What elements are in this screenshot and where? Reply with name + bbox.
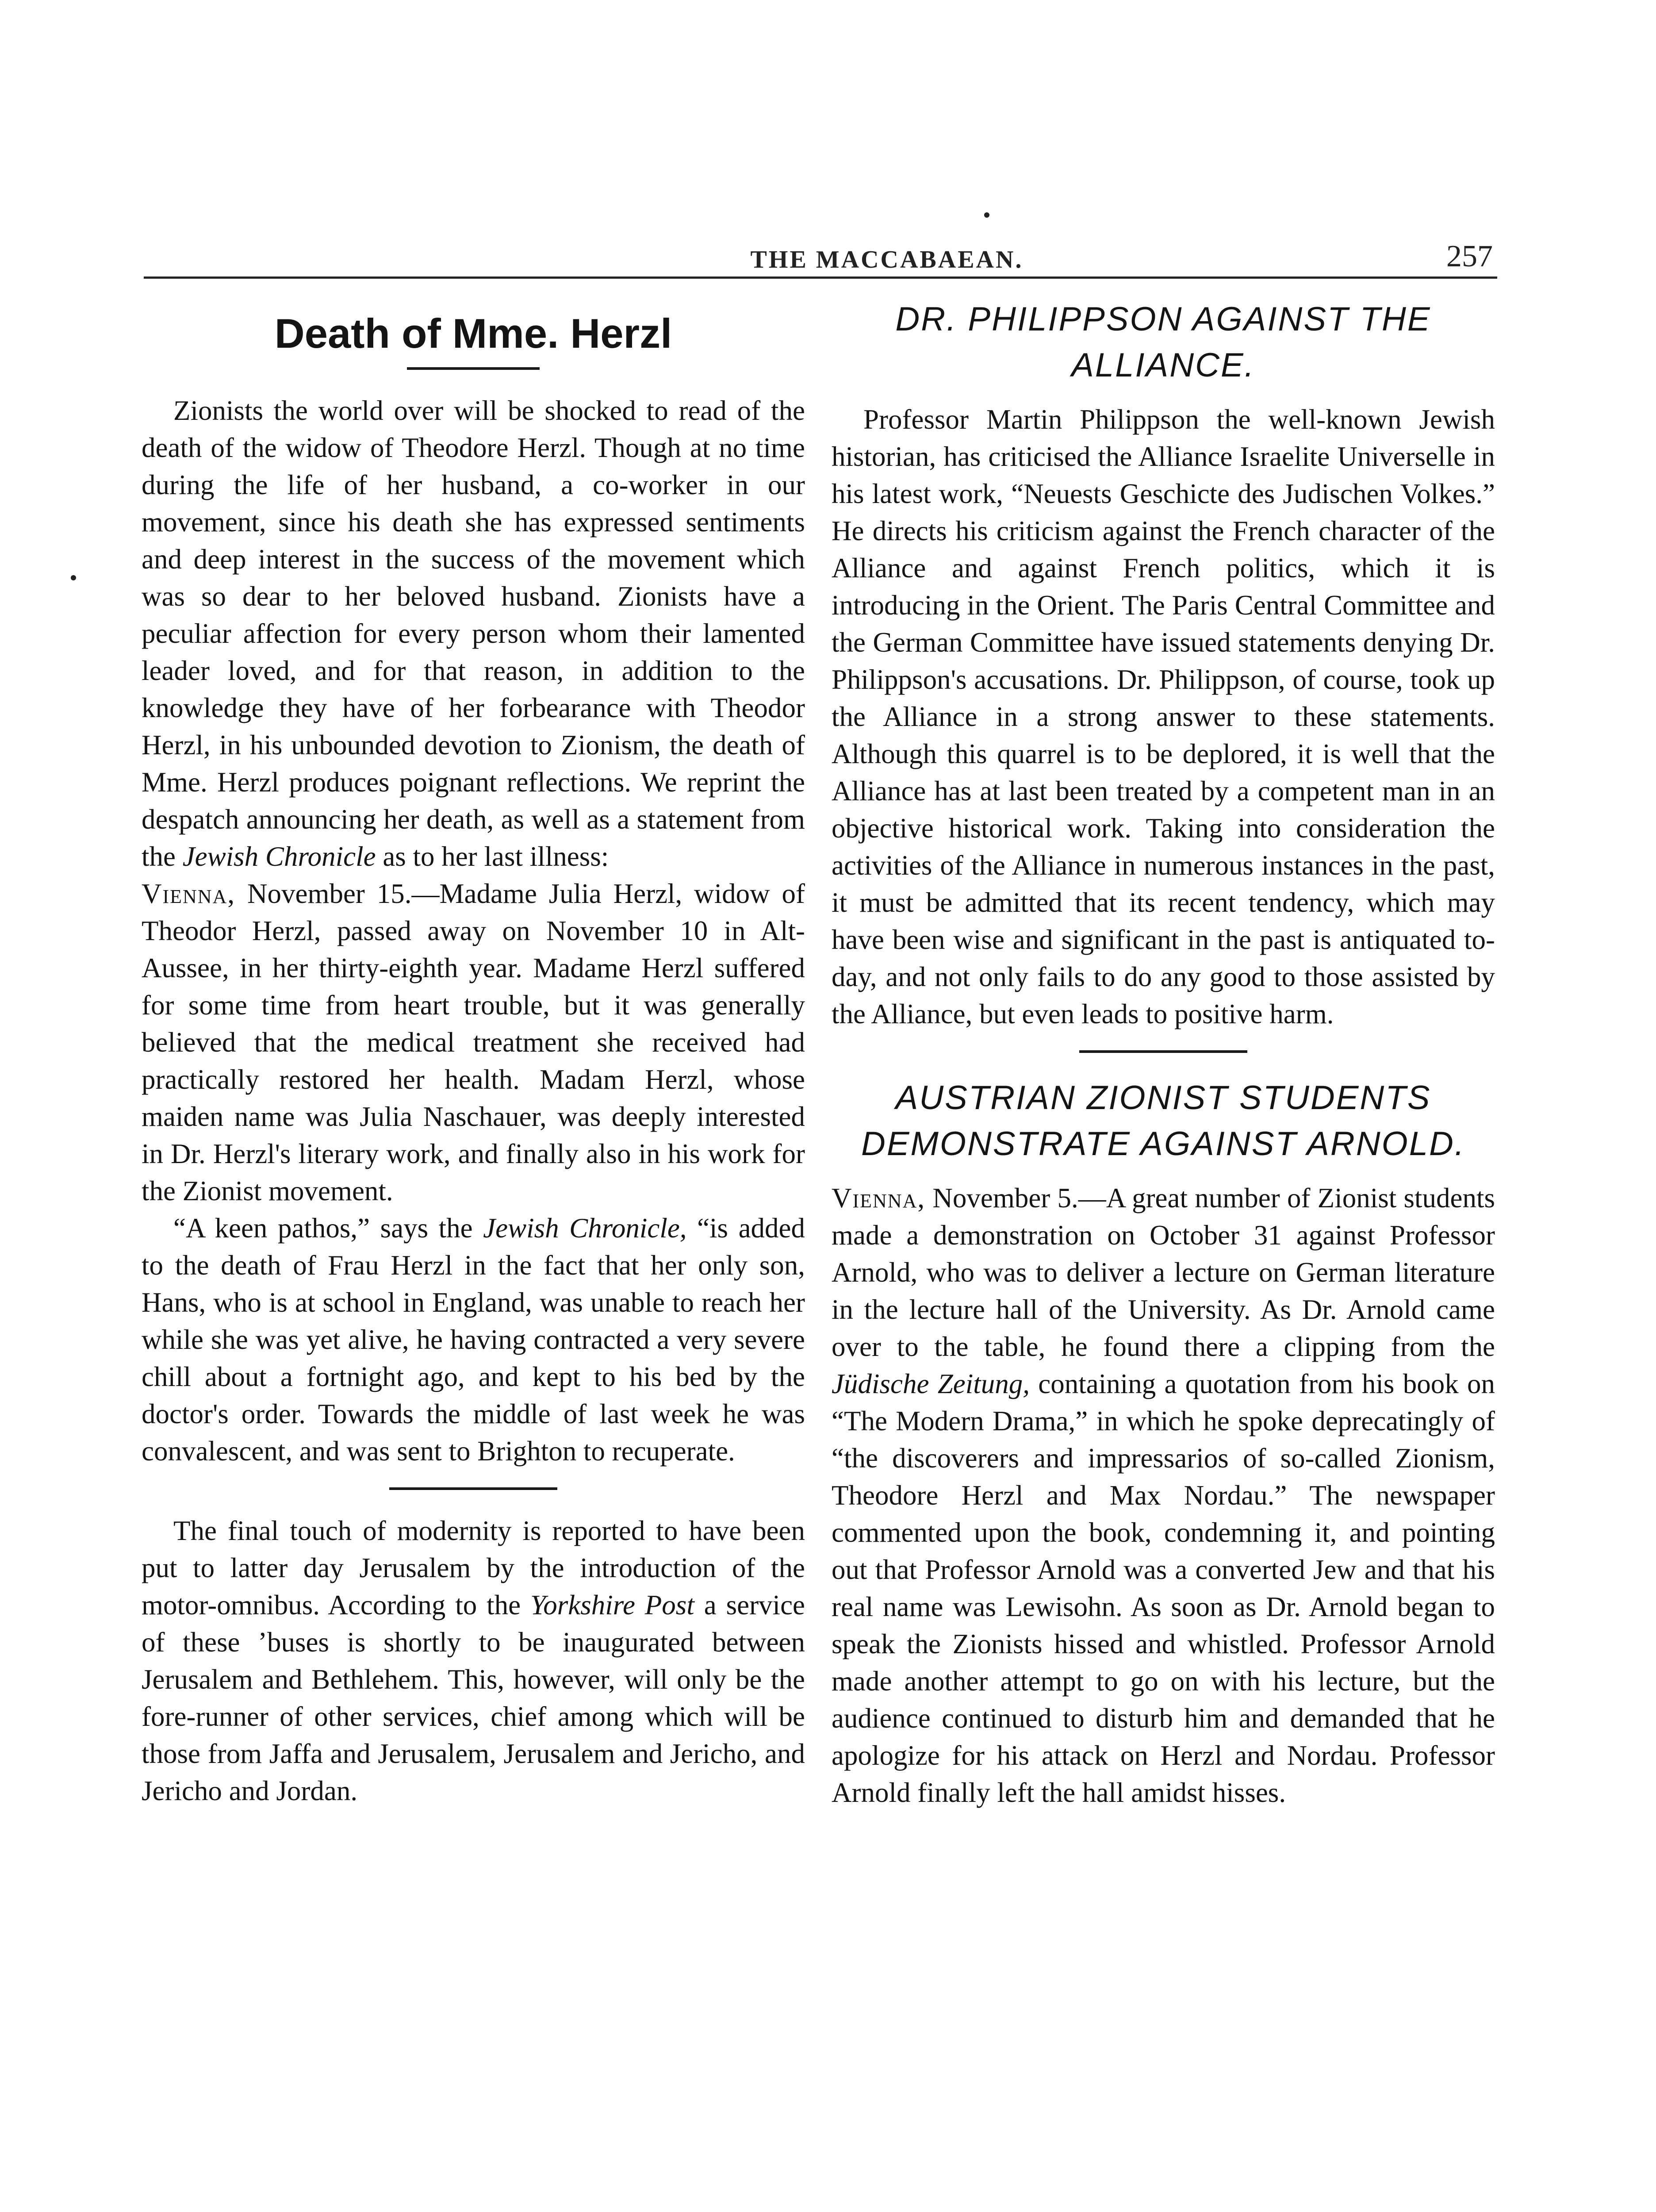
- title-rule: [407, 367, 540, 370]
- paragraph: “A keen pathos,” says the Jewish Chronicle, “is added to the death of Frau Herzl in the fact that her only son, Hans, who is at school in England, was unable to reach her while she was yet alive, he having contracted a very severe chill about a fortnight ago, and kept to his bed by the doctor's order. Towards the middle of last week he was convalescent, and was sent to Brighton to recuperate.: [142, 1213, 805, 1467]
- publication-name: Yorkshire Post: [530, 1590, 694, 1621]
- stray-dot: [984, 212, 989, 218]
- paragraph: The final touch of modernity is reported to have been put to latter day Jerusalem by the introduction of the motor-omnibus. According to the Yorkshire Post a service of these ’buses is shortly to be inaugurated between Jerusalem and Bethlehem. This, however, will only be the fore-runner of other services, chief among which will be those from Jaffa and Jerusalem, Jerusalem and Jericho, and Jericho and Jordan.: [142, 1515, 805, 1806]
- right-column: [832, 296, 1495, 1811]
- stray-dot: [71, 575, 76, 580]
- publication-name: Jüdische Zeitung,: [832, 1368, 1030, 1399]
- left-column: [142, 296, 805, 1809]
- paragraph: Vienna, November 5.—A great number of Zionist students made a demonstration on October 31 against Professor Arnold, who was to deliver a lecture on German literature in the lecture hall of the University. As Dr. Arnold came over to the table, he found there a clipping from the Jüdische Zeitung, containing a quotation from his book on “The Modern Drama,” in which he spoke deprecatingly of “the discoverers and impressarios of so-called Zionism, Theodore Herzl and Max Nordau.” The newspaper commented upon the book, condemning it, and pointing out that Professor Arnold was a converted Jew and that his real name was Lewisohn. As soon as Dr. Arnold began to speak the Zionists hissed and whistled. Professor Arnold made another attempt to go on with his lecture, but the audience continued to disturb him and demanded that he apologize for his attack on Herzl and Nordau. Professor Arnold finally left the hall amidst hisses.: [832, 1183, 1495, 1808]
- page-number: 257: [1446, 239, 1493, 273]
- paragraph: Vienna, November 15.—Madame Julia Herzl, widow of Theodor Herzl, passed away on November 10 in Alt-Aussee, in her thirty-eighth year. Madame Herzl suffered for some time from heart trouble, but it was generally believed that the medical treatment she received had practically restored her health. Madam Herzl, whose maiden name was Julia Naschauer, was deeply interested in Dr. Herzl's literary work, and finally also in his work for the Zionist movement.: [142, 878, 805, 1206]
- paragraph: Professor Martin Philippson the well-known Jewish historian, has criticised the Alliance Israelite Universelle in his latest work, “Neuests Geschicte des Judischen Volkes.” He directs his criticism against the French character of the Alliance and against French politics, which it is introducing in the Orient. The Paris Central Committee and the German Committee have issued statements denying Dr. Philippson's accusations. Dr. Philippson, of course, took up the Alliance in a strong answer to these statements. Although this quarrel is to be deplored, it is well that the Alliance has at last been treated by a competent man in an objective historical work. Taking into consideration the activities of the Alliance in numerous instances in the past, it must be admitted that its recent tendency, which may have been wise and significant in the past is antiquated to-day, and not only fails to do any good to those assisted by the Alliance, but even leads to positive harm.: [832, 404, 1495, 1029]
- article-title-philippson: DR. PHILIPPSON AGAINST THE ALLIANCE.: [895, 300, 1431, 384]
- publication-name: Jewish Chronicle,: [483, 1213, 687, 1244]
- paragraph: Zionists the world over will be shocked to read of the death of the widow of Theodore Herzl. Though at no time during the life of her husband, a co-worker in our movement, since his death she has expressed sentiments and deep interest in the success of the movement which was so dear to her beloved husband. Zionists have a peculiar affection for every person whom their lamented leader loved, and for that reason, in addition to the knowledge they have of her forbearance with Theodor Herzl, in his unbounded devotion to Zionism, the death of Mme. Herzl produces poignant reflections. We reprint the despatch announcing her death, as well as a statement from the Jewish Chronicle as to her last illness:: [142, 395, 805, 872]
- article-title-herzl: Death of Mme. Herzl: [274, 310, 672, 357]
- running-head: THE MACCABAEAN.: [750, 246, 1024, 273]
- header-rule: [144, 276, 1497, 279]
- article-title-arnold: AUSTRIAN ZIONIST STUDENTS DEMONSTRATE AGAINST ARNOLD.: [861, 1079, 1466, 1163]
- section-divider: [1079, 1050, 1247, 1053]
- dateline: Vienna,: [142, 878, 236, 909]
- page-header: [144, 234, 1497, 279]
- section-divider: [389, 1487, 557, 1490]
- dateline: Vienna,: [832, 1183, 926, 1214]
- publication-name: Jewish Chronicle: [182, 841, 376, 872]
